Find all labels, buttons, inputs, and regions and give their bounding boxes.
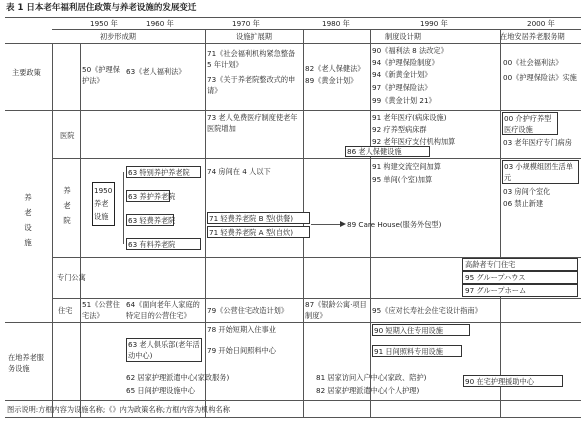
nursing-n5: 74 房间在 4 人以下 bbox=[207, 167, 271, 176]
row-label-nursing: 养老院 bbox=[63, 186, 71, 225]
hospital-h5-box bbox=[502, 112, 558, 135]
nursing-n13: 89 Care House(服务外包型) bbox=[347, 220, 442, 229]
community-c4: 79 开始日间照料中心 bbox=[207, 346, 276, 355]
policy-p6: 89《黄金计划》 bbox=[305, 76, 358, 85]
policy-p7: 90《福利法 8 法改定》 bbox=[372, 46, 448, 55]
housing-s1: 51《公营住宅法》 bbox=[82, 300, 120, 320]
policy-p4: 73《关于养老院整改式的申请》 bbox=[207, 75, 296, 95]
period-community: 在地安居养老服务期 bbox=[500, 32, 565, 41]
row-label-community: 在地养老服务设施 bbox=[8, 353, 44, 373]
row-label-facility: 养老设施 bbox=[24, 193, 32, 247]
facility-1950: 1950 养老设施 bbox=[94, 186, 113, 221]
row-sep-policy bbox=[5, 110, 581, 111]
period-line bbox=[5, 43, 581, 44]
nursing-n11: 71 轻费养老院 B 型(供餐) bbox=[209, 214, 294, 223]
year-1950: 1950 年 bbox=[90, 19, 118, 28]
community-c3: 63 老人俱乐部(老年活动中心) bbox=[128, 340, 200, 360]
housing-s3: 79《公营住宅改造计划》 bbox=[207, 306, 289, 315]
nursing-n2-box bbox=[126, 190, 176, 202]
housing-s4: 87《银龄公寓·项目制度》 bbox=[305, 300, 367, 320]
bottom-border bbox=[5, 417, 581, 418]
housing-s2: 64《面向老年人家庭的特定目的公营住宅》 bbox=[126, 300, 200, 320]
row-label-apartment: 专门公寓 bbox=[57, 273, 86, 282]
year-1980: 1980 年 bbox=[322, 19, 350, 28]
hospital-h1: 73 老人免费医疗制度使老年医院增加 bbox=[207, 113, 298, 133]
nursing-bracket bbox=[123, 172, 124, 244]
apartment-a3-box bbox=[462, 284, 578, 297]
policy-p3: 71《社会福利机构紧急整备 5 年计划》 bbox=[207, 49, 296, 69]
footnote: 图示说明:方框内容为设施名称;《》内为政策名称;方框内容为机构名称 bbox=[7, 405, 230, 414]
col-line-1 bbox=[80, 43, 81, 417]
housing-s5: 95《应对长寿社会住宅设计指南》 bbox=[372, 306, 482, 315]
year-2000: 2000 年 bbox=[527, 19, 555, 28]
nursing-n1-box bbox=[126, 166, 201, 178]
nursing-n3: 63 轻费养老院 bbox=[128, 216, 176, 225]
nursing-n2: 63 养护养老院 bbox=[128, 192, 176, 201]
community-c10: 90 在宅护理援助中心 bbox=[465, 377, 534, 386]
nursing-arrow-line bbox=[311, 224, 341, 225]
policy-p8: 94《护理保险制度》 bbox=[372, 58, 439, 67]
community-c5: 91 日间照料专用设施 bbox=[374, 347, 443, 356]
row-sep-hospital bbox=[52, 158, 581, 159]
period-institution: 制度设计期 bbox=[385, 32, 421, 41]
policy-p12: 00《社会福利法》 bbox=[503, 58, 563, 67]
hospital-h4: 92 老年医疗支付机构加算 bbox=[372, 137, 456, 146]
policy-p11: 99《黄金计划 21》 bbox=[372, 96, 436, 105]
community-c3-box bbox=[126, 338, 202, 362]
apartment-a2-box bbox=[462, 271, 578, 284]
row-label-housing: 住宅 bbox=[58, 306, 73, 315]
nursing-n7: 95 单间(个室)加算 bbox=[372, 175, 433, 184]
apartment-a3: 97 グループホーム bbox=[465, 286, 527, 295]
nursing-n6: 91 构建交流空间加算 bbox=[372, 162, 441, 171]
hospital-h5: 00 介护疗养型医疗设施 bbox=[504, 114, 552, 134]
hospital-h7-box bbox=[345, 146, 430, 157]
community-c1: 78 开始短期入住事业 bbox=[207, 325, 276, 334]
community-c2: 90 短期入住专用设施 bbox=[374, 326, 443, 335]
col-line-label bbox=[52, 43, 53, 417]
community-c10-box bbox=[463, 375, 563, 387]
policy-p2: 63《老人福利法》 bbox=[126, 67, 186, 76]
community-c9: 82 居家护理派遣中心(个人护理) bbox=[316, 386, 420, 395]
apartment-a2: 95 グループハウス bbox=[465, 273, 526, 282]
apartment-a1: 高龄者专门住宅 bbox=[465, 260, 516, 269]
nursing-n11-box bbox=[207, 212, 310, 224]
year-1970: 1970 年 bbox=[232, 19, 260, 28]
row-label-hospital: 医院 bbox=[60, 131, 75, 140]
policy-p13: 00《护理保险法》实施 bbox=[503, 73, 577, 82]
nursing-n8: 03 小规模组团生活单元 bbox=[504, 162, 573, 182]
nursing-n8-box bbox=[502, 160, 579, 184]
nursing-n9: 03 房间个室化 bbox=[503, 187, 551, 196]
nursing-arrow-head bbox=[340, 221, 346, 227]
hospital-h6: 03 老年医疗专门病房 bbox=[503, 138, 572, 147]
policy-p5: 82《老人保健法》 bbox=[305, 64, 365, 73]
year-axis-line bbox=[52, 29, 581, 30]
year-1960: 1960 年 bbox=[146, 19, 174, 28]
row-sep-housing bbox=[5, 322, 581, 323]
period-expansion: 设施扩展期 bbox=[236, 32, 272, 41]
community-c7: 65 日间护理设施中心 bbox=[126, 386, 195, 395]
hospital-h2: 91 老年医疗(病床设施) bbox=[372, 113, 447, 122]
row-label-policy: 主要政策 bbox=[12, 68, 41, 77]
hospital-h7: 86 老人保健设施 bbox=[347, 147, 402, 156]
nursing-n4-box bbox=[126, 238, 201, 250]
row-sep-community bbox=[5, 400, 581, 401]
community-c2-box bbox=[372, 324, 470, 336]
policy-p1: 50《护理保护法》 bbox=[82, 65, 120, 85]
year-1990: 1990 年 bbox=[420, 19, 448, 28]
col-line-2 bbox=[205, 29, 206, 417]
policy-p10: 97《护理保险法》 bbox=[372, 83, 432, 92]
community-c8: 81 居家访问入户中心(家政、陪护) bbox=[316, 373, 427, 382]
facility-1950-box bbox=[92, 182, 115, 226]
nursing-n4: 63 有料养老院 bbox=[128, 240, 176, 249]
table-title: 表 1 日本老年福利居住政策与养老设施的发展变迁 bbox=[6, 3, 197, 13]
period-initial: 初步形成期 bbox=[100, 32, 136, 41]
nursing-n10: 06 禁止新建 bbox=[503, 199, 544, 208]
nursing-n1: 63 特别养护养老院 bbox=[128, 168, 190, 177]
community-c5-box bbox=[372, 345, 462, 357]
col-line-5 bbox=[500, 29, 501, 417]
nursing-n12-box bbox=[207, 226, 310, 238]
nursing-n12: 71 轻费养老院 A 型(自炊) bbox=[209, 228, 294, 237]
nursing-n3-box bbox=[126, 214, 174, 226]
community-c6: 62 居家护理派遣中心(家政服务) bbox=[126, 373, 230, 382]
policy-p9: 94《新黄金计划》 bbox=[372, 70, 432, 79]
apartment-a1-box bbox=[462, 258, 578, 271]
hospital-h3: 92 疗养型病床群 bbox=[372, 125, 427, 134]
